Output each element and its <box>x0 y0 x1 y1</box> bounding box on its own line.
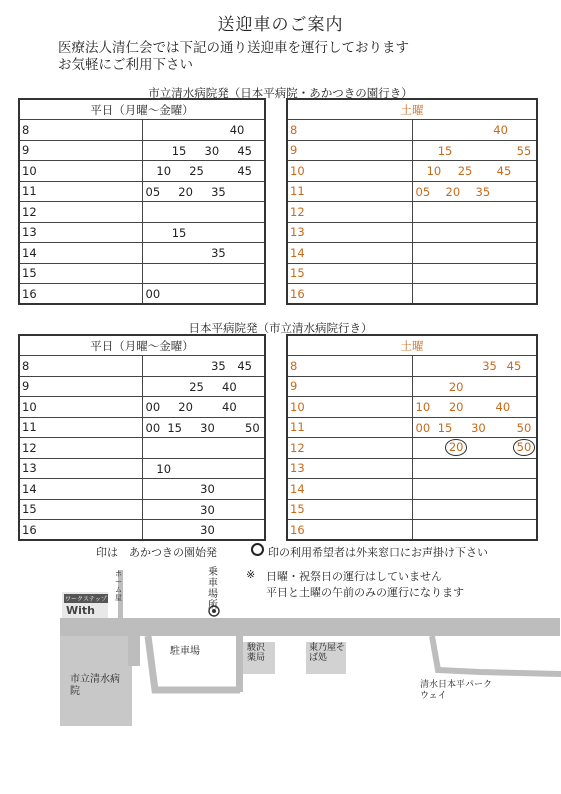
table-row <box>19 161 265 182</box>
hour-cell: 9 <box>287 376 412 397</box>
minutes-cell <box>142 417 265 438</box>
minutes-cell <box>142 140 265 161</box>
table-row <box>19 284 265 305</box>
minutes-cell <box>412 284 537 305</box>
hour-cell: 13 <box>287 222 412 243</box>
minute-value: 20 <box>448 400 464 414</box>
minutes-cell <box>412 417 537 438</box>
minute-value: 30 <box>200 523 215 537</box>
section1-title: 市立清水病院発（日本平病院・あかつきの園行き） <box>148 86 413 100</box>
hour-cell: 13 <box>287 458 412 479</box>
road-label: ホーム屋 <box>115 570 122 602</box>
table-row <box>287 284 537 305</box>
stop-label: 乗車場所 <box>208 567 218 611</box>
table-row <box>19 438 265 459</box>
minute-value: 50 <box>516 420 532 435</box>
hour-cell: 15 <box>19 499 142 520</box>
minutes-cell <box>412 458 537 479</box>
table-row <box>19 202 265 223</box>
legend-circle-note: 印の利用希望者は外来窓口にお声掛け下さい <box>268 546 488 559</box>
hour-cell: 14 <box>287 243 412 264</box>
table-row <box>287 181 537 202</box>
minute-value: 20 <box>448 379 464 394</box>
minutes-cell <box>142 458 265 479</box>
hour-cell: 11 <box>19 417 142 438</box>
circled-minute: 50 <box>513 439 536 456</box>
minute-value: 00 <box>145 400 161 414</box>
pharmacy-label: 駿沢薬局 <box>247 643 266 663</box>
intro-line-1: 医療法人清仁会では下記の通り送迎車を運行しております <box>58 40 409 56</box>
minutes-cell <box>412 161 537 182</box>
hour-cell: 9 <box>287 140 412 161</box>
main-road <box>60 618 560 636</box>
minute-value: 40 <box>222 379 237 394</box>
minute-value: 35 <box>211 359 226 373</box>
table-row <box>19 356 265 377</box>
hour-cell: 12 <box>287 438 412 459</box>
table-row <box>287 120 537 141</box>
minute-value: 20 <box>178 400 193 414</box>
minutes-cell <box>142 202 265 223</box>
minutes-cell <box>142 263 265 284</box>
table-row <box>287 520 537 541</box>
minutes-cell <box>142 243 265 264</box>
hour-cell: 16 <box>287 520 412 541</box>
note-mark: ※ <box>246 568 256 581</box>
minute-value: 05 <box>145 184 161 199</box>
section2-saturday-table <box>286 334 538 541</box>
minute-value: 35 <box>211 184 226 199</box>
table-row <box>287 263 537 284</box>
minute-value: 40 <box>229 123 245 137</box>
minute-value: 45 <box>237 143 252 158</box>
minutes-cell <box>412 202 537 223</box>
table-row <box>287 479 537 500</box>
hour-cell: 14 <box>287 479 412 500</box>
legend-akatsuki: 印は あかつきの園始発 <box>96 546 217 559</box>
minutes-cell <box>142 284 265 305</box>
minute-value: 00 <box>145 420 161 435</box>
hour-cell: 10 <box>19 161 142 182</box>
with-label: With <box>66 604 95 617</box>
minute-value: 15 <box>171 143 187 158</box>
table-row <box>19 376 265 397</box>
minute-value: 30 <box>204 143 220 158</box>
minute-value: 20 <box>178 184 193 199</box>
minute-value: 45 <box>237 164 252 178</box>
minute-value: 35 <box>482 359 497 373</box>
minute-value: 50 <box>245 420 260 435</box>
table-row <box>287 458 537 479</box>
page-title: 送迎車のご案内 <box>217 15 344 35</box>
minutes-cell <box>412 356 537 377</box>
section1-weekday-table <box>18 98 266 305</box>
minute-value: 20 <box>445 184 461 199</box>
table-row <box>19 397 265 418</box>
minutes-cell <box>412 397 537 418</box>
minutes-cell <box>412 479 537 500</box>
hour-cell: 13 <box>19 222 142 243</box>
table-row <box>19 181 265 202</box>
hour-cell: 16 <box>287 284 412 305</box>
table-row <box>19 499 265 520</box>
table-row <box>287 140 537 161</box>
hour-cell: 8 <box>287 356 412 377</box>
hour-cell: 8 <box>19 356 142 377</box>
minutes-cell <box>412 222 537 243</box>
hour-cell: 16 <box>19 284 142 305</box>
minute-value: 00 <box>415 420 431 435</box>
table-row <box>287 376 537 397</box>
hour-cell: 8 <box>287 120 412 141</box>
weekday-header: 平日（月曜～金曜） <box>19 99 265 120</box>
table-row <box>287 417 537 438</box>
hour-cell: 12 <box>19 438 142 459</box>
minutes-cell <box>142 356 265 377</box>
minute-value: 40 <box>493 123 508 137</box>
minutes-cell <box>412 120 537 141</box>
table-row <box>287 243 537 264</box>
minutes-cell <box>412 499 537 520</box>
hour-cell: 11 <box>287 181 412 202</box>
minutes-cell <box>142 397 265 418</box>
minutes-cell <box>142 376 265 397</box>
hospital-label: 市立清水病院 <box>70 674 120 697</box>
minutes-cell <box>412 438 537 459</box>
hour-cell: 10 <box>287 397 412 418</box>
minute-value: 10 <box>156 461 172 476</box>
minutes-cell <box>412 520 537 541</box>
minutes-cell <box>412 140 537 161</box>
minute-value: 15 <box>437 420 453 435</box>
minute-value: 25 <box>189 164 204 178</box>
minute-value: 10 <box>426 164 442 178</box>
hour-cell: 11 <box>287 417 412 438</box>
minute-value: 10 <box>415 400 431 414</box>
minute-value: 40 <box>222 400 237 414</box>
hour-cell: 12 <box>19 202 142 223</box>
table-row <box>19 222 265 243</box>
minute-value: 10 <box>156 164 172 178</box>
minute-value: 15 <box>171 225 187 240</box>
minute-value: 15 <box>167 420 182 435</box>
minute-value: 45 <box>506 359 522 373</box>
minutes-cell <box>142 479 265 500</box>
section2-weekday-table <box>18 334 266 541</box>
minute-value: 45 <box>496 164 512 178</box>
minutes-cell <box>142 520 265 541</box>
hour-cell: 10 <box>19 397 142 418</box>
table-row <box>19 120 265 141</box>
table-row <box>19 458 265 479</box>
minutes-cell <box>412 376 537 397</box>
circled-minute: 20 <box>445 439 468 456</box>
minute-value: 05 <box>415 184 431 199</box>
hour-cell: 14 <box>19 243 142 264</box>
section2-title: 日本平病院発（市立清水病院行き） <box>188 321 373 335</box>
minutes-cell <box>142 222 265 243</box>
table-row <box>287 356 537 377</box>
hour-cell: 9 <box>19 140 142 161</box>
with-small-label: ワークステップ <box>65 596 107 603</box>
minute-value: 15 <box>437 143 453 158</box>
hour-cell: 14 <box>19 479 142 500</box>
hour-cell: 11 <box>19 181 142 202</box>
table-row <box>287 202 537 223</box>
table-row <box>19 520 265 541</box>
minutes-cell <box>142 181 265 202</box>
minute-value: 25 <box>189 379 204 394</box>
minutes-cell <box>412 243 537 264</box>
table-row <box>287 222 537 243</box>
minute-value: 30 <box>200 420 215 435</box>
hour-cell: 15 <box>19 263 142 284</box>
hour-cell: 12 <box>287 202 412 223</box>
hour-cell: 13 <box>19 458 142 479</box>
soba-label: 東乃屋そば処 <box>309 643 346 663</box>
minute-value: 55 <box>516 143 532 158</box>
hour-cell: 15 <box>287 263 412 284</box>
table-row <box>19 243 265 264</box>
parkway-road <box>432 636 561 674</box>
section1-saturday-table <box>286 98 538 305</box>
minute-value: 30 <box>200 482 215 496</box>
table-row <box>287 397 537 418</box>
intro-line-2: お気軽にご利用下さい <box>58 57 193 73</box>
minute-value: 45 <box>237 359 252 373</box>
hour-cell: 9 <box>19 376 142 397</box>
minute-value: 35 <box>475 184 491 199</box>
table-row <box>19 417 265 438</box>
minutes-cell <box>142 499 265 520</box>
table-row <box>19 263 265 284</box>
weekday-header: 平日（月曜～金曜） <box>19 335 265 356</box>
minutes-cell <box>142 438 265 459</box>
minute-value: 40 <box>495 400 511 414</box>
table-row <box>287 161 537 182</box>
table-row <box>287 499 537 520</box>
hour-cell: 10 <box>287 161 412 182</box>
hour-cell: 8 <box>19 120 142 141</box>
saturday-header: 土曜 <box>287 99 537 120</box>
parkway-label: 清水日本平パークウェイ <box>420 680 493 701</box>
minutes-cell <box>412 263 537 284</box>
saturday-header: 土曜 <box>287 335 537 356</box>
hour-cell: 16 <box>19 520 142 541</box>
circle-legend-icon <box>251 543 264 556</box>
minute-value: 25 <box>457 164 473 178</box>
minute-value: 35 <box>211 246 226 260</box>
hour-cell: 15 <box>287 499 412 520</box>
parking-label: 駐車場 <box>170 646 200 657</box>
minutes-cell <box>412 181 537 202</box>
table-row <box>287 438 537 459</box>
minutes-cell <box>142 120 265 141</box>
note-line-1: 日曜・祝祭日の運行はしていません <box>266 570 442 583</box>
minute-value: 00 <box>145 287 161 301</box>
minute-value: 30 <box>200 502 215 517</box>
minutes-cell <box>142 161 265 182</box>
note-line-2: 平日と土曜の午前のみの運行になります <box>266 586 464 599</box>
table-row <box>19 479 265 500</box>
minute-value: 30 <box>471 420 486 435</box>
table-row <box>19 140 265 161</box>
